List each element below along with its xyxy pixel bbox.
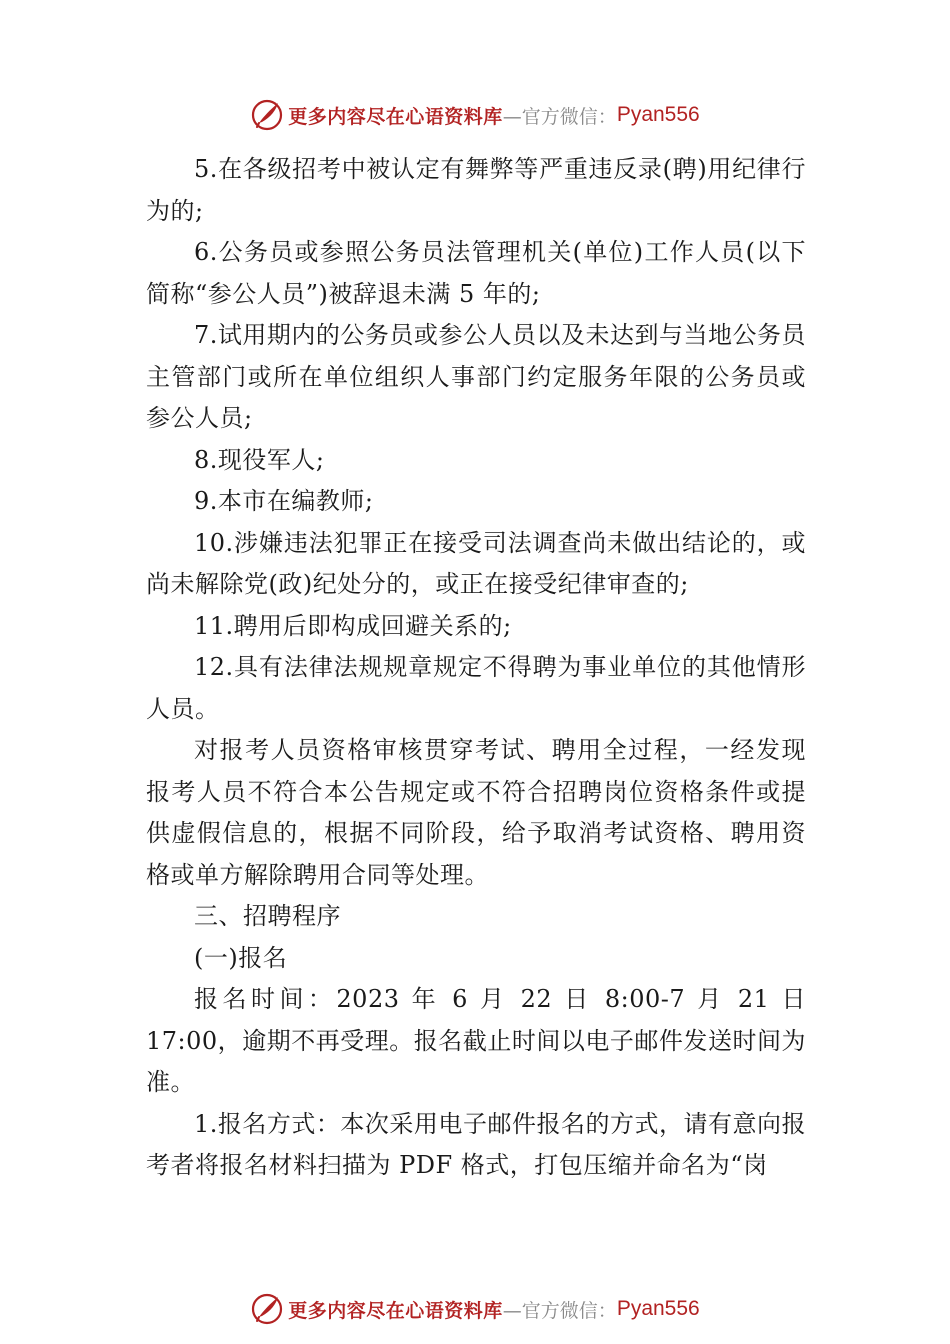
paragraph: 报名时间：2023 年 6 月 22 日 8:00-7 月 21 日 17:00，逾期不再受理。报名截止时间以电子邮件发送时间为准。 [146,985,806,1096]
quill-seal-icon [250,98,284,132]
paragraph: 对报考人员资格审核贯穿考试、聘用全过程，一经发现报考人员不符合本公告规定或不符合招聘岗位资格条件或提供虚假信息的，根据不同阶段，给予取消考试资格、聘用资格或单方解除聘用合同等处理。 [146,736,806,889]
paragraph: 12.具有法律法规规章规定不得聘为事业单位的其他情形人员。 [146,653,806,723]
paragraph: 9.本市在编教师; [194,487,374,515]
watermark-separator: —官方微信： [502,1299,617,1322]
subsection-heading: (一)报名 [194,943,288,972]
watermark-separator: —官方微信： [502,105,617,128]
paragraph: 7.试用期内的公务员或参公人员以及未达到与当地公务员主管部门或所在单位组织人事部门约定服务年限的公务员或参公人员; [146,321,806,432]
watermark-brand: 更多内容尽在心语资料库 [288,105,503,128]
header-watermark [0,95,950,135]
quill-seal-icon [250,1292,284,1326]
watermark-wechat-id: Pyan556 [616,103,700,126]
watermark-brand: 更多内容尽在心语资料库 [288,1299,503,1322]
paragraph: 1.报名方式：本次采用电子邮件报名的方式，请有意向报考者将报名材料扫描为 PDF 格式，打包压缩并命名为“岗 [146,1109,806,1179]
paragraph: 8.现役军人; [194,445,325,474]
paragraph: 6.公务员或参照公务员法管理机关(单位)工作人员(以下简称“参公人员”)被辞退未满 5 年的; [146,238,806,308]
paragraph: 5.在各级招考中被认定有舞弊等严重违反录(聘)用纪律行为的; [146,155,806,225]
paragraph: 10.涉嫌违法犯罪正在接受司法调查尚未做出结论的，或尚未解除党(政)纪处分的，或正在接受纪律审查的; [146,528,806,598]
document-body [146,149,806,1187]
footer-watermark [0,1289,950,1329]
section-heading: 三、招聘程序 [194,902,341,930]
watermark-wechat-id: Pyan556 [616,1297,700,1320]
paragraph: 11.聘用后即构成回避关系的; [194,611,512,640]
